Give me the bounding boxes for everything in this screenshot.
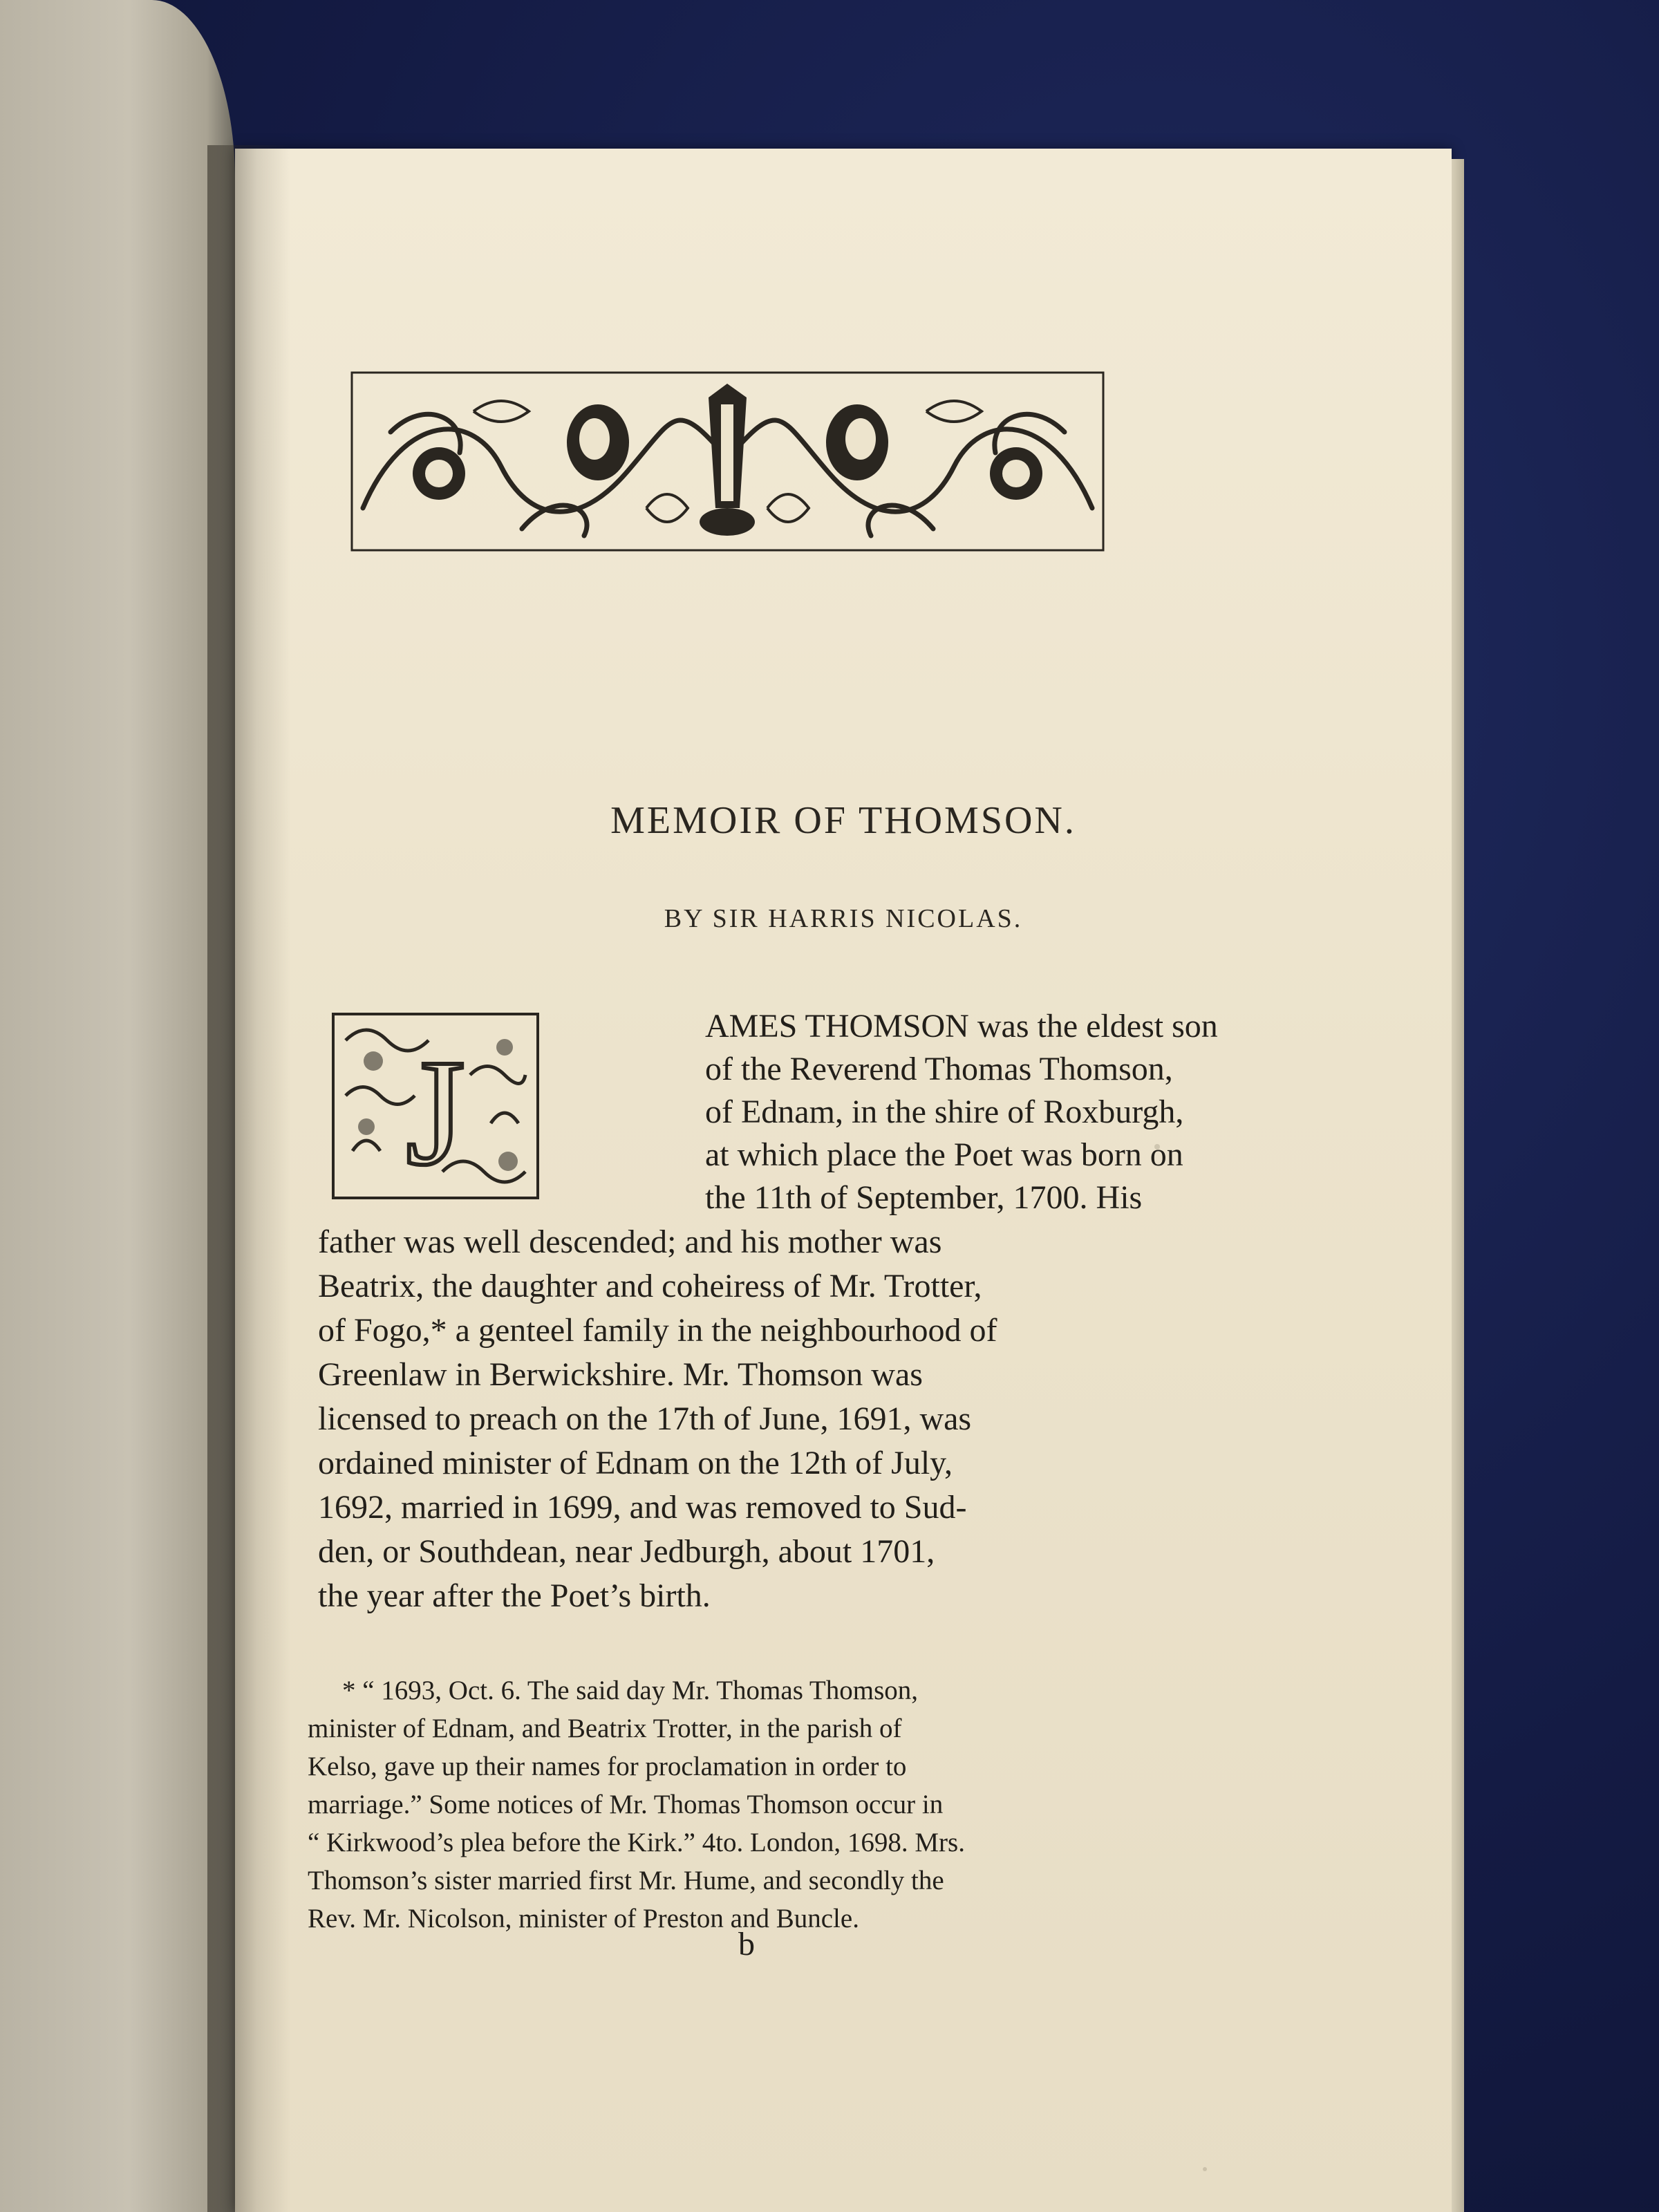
page-title: MEMOIR OF THOMSON. xyxy=(610,799,1076,842)
page-edge xyxy=(1452,159,1464,2212)
body-line: the year after the Poet’s birth. xyxy=(318,1577,711,1614)
signature-mark: b xyxy=(738,1926,755,1962)
book-page xyxy=(235,149,1452,2212)
body-line: father was well descended; and his mother was xyxy=(318,1224,942,1260)
paper-speck xyxy=(1154,1144,1160,1150)
footnote-line: marriage.” Some notices of Mr. Thomas Thomson occur in xyxy=(308,1790,944,1819)
body-line: of Ednam, in the shire of Roxburgh, xyxy=(705,1094,1184,1130)
body-line: den, or Southdean, near Jedburgh, about 1701, xyxy=(318,1533,935,1570)
body-line: at which place the Poet was born on xyxy=(705,1136,1183,1173)
headpiece-ornament xyxy=(349,370,1106,553)
body-line: of Fogo,* a genteel family in the neighbourhood of xyxy=(318,1312,997,1349)
ornamental-j-icon xyxy=(332,1013,539,1199)
floral-headpiece-icon xyxy=(349,370,1106,553)
gutter-shadow xyxy=(207,145,290,2212)
left-page xyxy=(0,0,235,2212)
footnote-line: * “ 1693, Oct. 6. The said day Mr. Thomas Thomson, xyxy=(342,1676,919,1705)
drop-cap-initial xyxy=(332,1013,539,1199)
footnote-line: Thomson’s sister married first Mr. Hume, and secondly the xyxy=(308,1866,944,1895)
body-line: Beatrix, the daughter and coheiress of Mr. Trotter, xyxy=(318,1268,982,1304)
body-line: licensed to preach on the 17th of June, 1691, was xyxy=(318,1400,972,1437)
drop-cap-letter: J xyxy=(406,1028,465,1197)
body-line: ordained minister of Ednam on the 12th of July, xyxy=(318,1445,953,1481)
body-line: Greenlaw in Berwickshire. Mr. Thomson was xyxy=(318,1356,923,1393)
footnote-line: Kelso, gave up their names for proclamation in order to xyxy=(308,1752,907,1781)
footnote-line: “ Kirkwood’s plea before the Kirk.” 4to. London, 1698. Mrs. xyxy=(308,1828,965,1857)
body-line: 1692, married in 1699, and was removed to Sud- xyxy=(318,1489,967,1526)
footnote-line: minister of Ednam, and Beatrix Trotter, in the parish of xyxy=(308,1714,902,1743)
paper-speck xyxy=(1203,2167,1207,2171)
body-line: the 11th of September, 1700. His xyxy=(705,1179,1143,1216)
footnote-line: Rev. Mr. Nicolson, minister of Preston and Buncle. xyxy=(308,1904,859,1933)
author-byline: BY SIR HARRIS NICOLAS. xyxy=(664,904,1023,933)
body-line: of the Reverend Thomas Thomson, xyxy=(705,1051,1173,1087)
body-line: AMES THOMSON was the eldest son xyxy=(705,1008,1218,1044)
